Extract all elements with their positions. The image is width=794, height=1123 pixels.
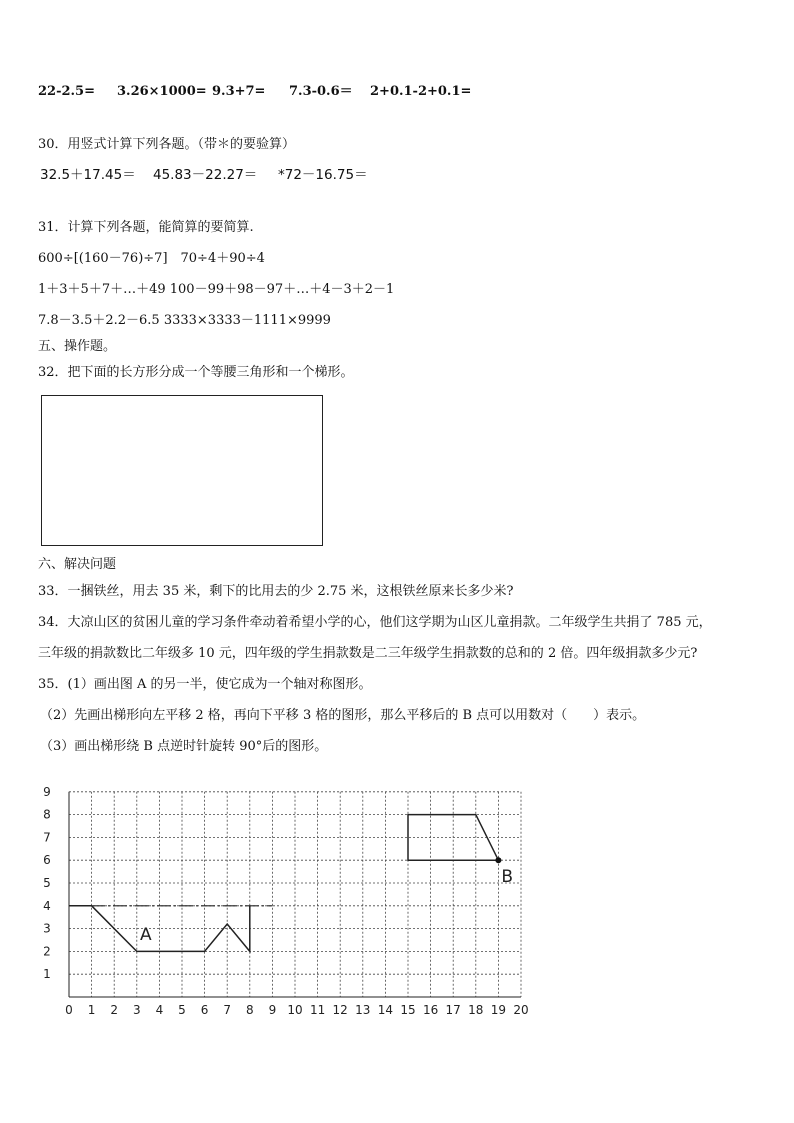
x-tick-label: 12 — [332, 1003, 348, 1017]
x-tick-label: 7 — [223, 1003, 232, 1017]
y-tick-label: 2 — [43, 944, 51, 959]
x-tick-label: 13 — [355, 1003, 371, 1017]
y-tick-label: 1 — [43, 967, 51, 982]
q29-expr-4: 7.3-0.6＝ — [289, 84, 353, 99]
q29-expr-3: 9.3+7= — [212, 84, 266, 99]
point-b-label: B — [501, 867, 514, 888]
x-tick-label: 19 — [490, 1003, 507, 1017]
y-tick-label: 4 — [43, 898, 51, 913]
q31-title: 31．计算下列各题，能简算的要简算. — [38, 220, 254, 235]
q30-title: 30．用竖式计算下列各题。（带＊的要验算） — [38, 137, 296, 152]
x-tick-label: 17 — [445, 1003, 461, 1017]
x-tick-label: 5 — [178, 1003, 186, 1017]
q31-line-1: 600÷[(160－76)÷7] 70÷4＋90÷4 — [38, 251, 265, 266]
q35-part-2: （2）先画出梯形向左平移 2 格，再向下平移 3 格的图形，那么平移后的 B 点可以用数对（ ）表示。 — [40, 708, 646, 723]
x-tick-label: 11 — [309, 1003, 326, 1017]
x-tick-label: 18 — [468, 1003, 484, 1017]
point-b-dot — [495, 857, 501, 863]
q31-line-2: 1＋3＋5＋7＋…＋49 100－99＋98－97＋…＋4－3＋2－1 — [38, 282, 395, 297]
section-6-title: 六、解决问题 — [38, 557, 117, 572]
q34-line-2: 三年级的捐款数比二年级多 10 元，四年级的学生捐款数是二三年级学生捐款数的总和的 2 倍。四年级捐款多少元? — [38, 646, 698, 661]
q29-expr-1: 22-2.5= — [38, 84, 95, 99]
q30-expr-3: *72－16.75＝ — [278, 167, 368, 183]
x-tick-label: 8 — [245, 1003, 254, 1017]
q31-line-3: 7.8－3.5＋2.2－6.5 3333×3333－1111×9999 — [38, 313, 331, 328]
x-tick-label: 9 — [268, 1003, 277, 1017]
y-tick-label: 7 — [43, 830, 51, 845]
y-tick-label: 9 — [43, 784, 51, 799]
x-tick-label: 1 — [87, 1003, 96, 1017]
q30-expr-1: 32.5＋17.45＝ — [40, 167, 136, 183]
x-tick-label: 10 — [287, 1003, 303, 1017]
q35-part-3: （3）画出梯形绕 B 点逆时针旋转 90°后的图形。 — [40, 739, 328, 754]
q29-expr-2: 3.26×1000= — [117, 84, 207, 99]
q32-title: 32．把下面的长方形分成一个等腰三角形和一个梯形。 — [38, 365, 354, 380]
x-tick-label: 15 — [400, 1003, 416, 1017]
x-tick-label: 16 — [422, 1003, 439, 1017]
coordinate-grid-figure — [30, 775, 550, 1025]
q29-expr-5: 2+0.1-2+0.1= — [370, 84, 472, 99]
shape-a-label: A — [140, 925, 152, 945]
x-tick-label: 0 — [65, 1003, 73, 1017]
q30-expr-2: 45.83－22.27＝ — [153, 167, 258, 183]
x-tick-label: 6 — [200, 1003, 209, 1017]
q35-part-1: 35．(1）画出图 A 的另一半，使它成为一个轴对称图形。 — [38, 677, 372, 692]
x-tick-label: 2 — [110, 1003, 119, 1017]
q32-rectangle — [41, 395, 323, 546]
y-tick-label: 6 — [43, 853, 51, 868]
y-tick-label: 5 — [43, 876, 51, 890]
y-tick-label: 3 — [43, 921, 51, 936]
x-tick-label: 20 — [513, 1003, 529, 1017]
section-5-title: 五、操作题。 — [38, 339, 117, 354]
x-tick-label: 14 — [377, 1003, 394, 1017]
q33-text: 33．一捆铁丝，用去 35 米，剩下的比用去的少 2.75 米，这根铁丝原来长多少米? — [38, 584, 514, 599]
x-tick-label: 3 — [132, 1003, 141, 1017]
y-tick-label: 8 — [43, 807, 51, 822]
x-tick-label: 4 — [155, 1003, 164, 1017]
q34-line-1: 34．大凉山区的贫困儿童的学习条件牵动着希望小学的心，他们这学期为山区儿童捐款。二年级学生共捐了 785 元， — [38, 615, 712, 630]
